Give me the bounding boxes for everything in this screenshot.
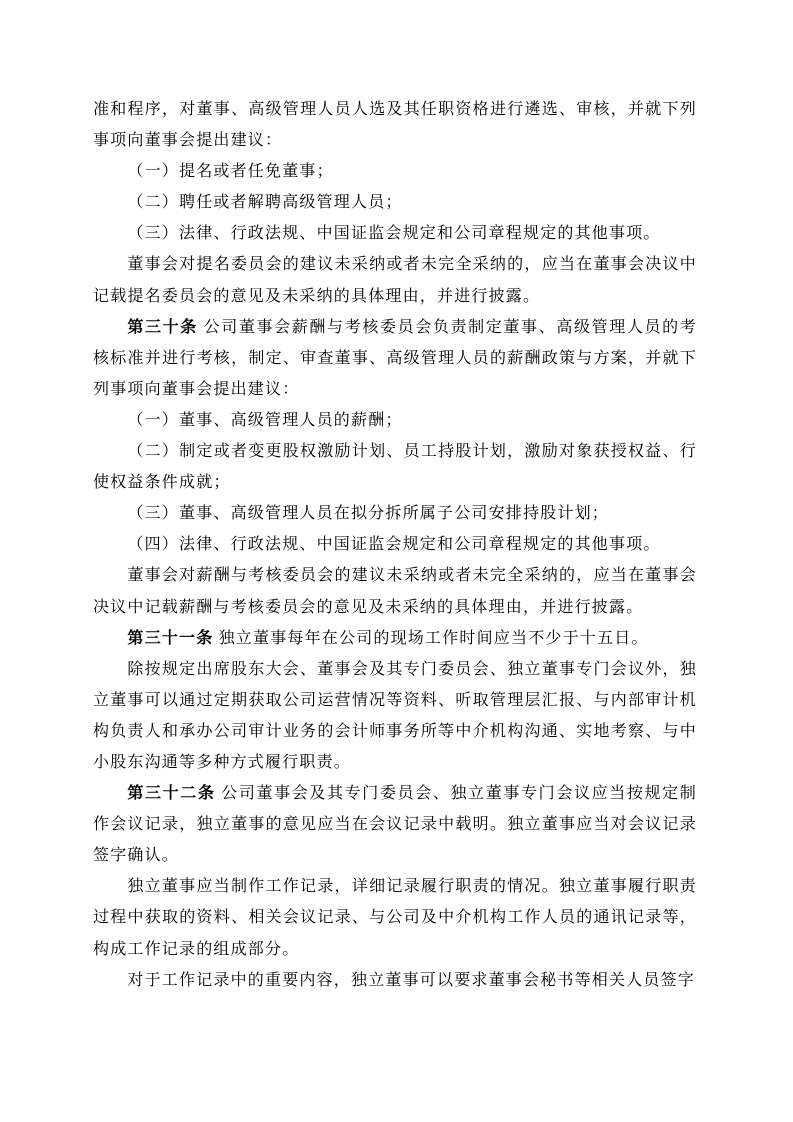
paragraph-text: 独立董事每年在公司的现场工作时间应当不少于十五日。 (213, 629, 649, 647)
list-item-text: （三）董事、高级管理人员在拟分拆所属子公司安排持股计划； (127, 505, 609, 523)
article-31-paragraph (93, 623, 697, 654)
list-item-text: （一）董事、高级管理人员的薪酬； (127, 411, 403, 429)
paragraph-text: 准和程序，对董事、高级管理人员人选及其任职资格进行遴选、审核，并就下列事项向董事会提出建议： (93, 101, 697, 150)
list-item-4 (93, 529, 697, 560)
paragraph-text: 对于工作记录中的重要内容，独立董事可以要求董事会秘书等相关人员签字 (127, 971, 695, 989)
list-item-text: （二）聘任或者解聘高级管理人员； (127, 194, 403, 212)
list-item-text: （一）提名或者任免董事； (127, 163, 334, 181)
paragraph (93, 249, 697, 311)
article-number: 第三十二条 (127, 785, 216, 803)
paragraph (93, 560, 697, 622)
list-item-2 (93, 187, 697, 218)
article-30-paragraph (93, 312, 697, 405)
article-number: 第三十条 (127, 318, 198, 336)
paragraph-continuation (93, 94, 697, 156)
article-32-paragraph (93, 778, 697, 871)
paragraph-text: 除按规定出席股东大会、董事会及其专门委员会、独立董事专门会议外，独立董事可以通过定期获取公司运营情况等资料、听取管理层汇报、与内部审计机构负责人和承办公司审计业务的会计师事务所等中介机构沟通、实地考察、与中小股东沟通等多种方式履行职责。 (93, 660, 697, 771)
paragraph-text: 独立董事应当制作工作记录，详细记录履行职责的情况。独立董事履行职责过程中获取的资料、相关会议记录、与公司及中介机构工作人员的通讯记录等，构成工作记录的组成部分。 (93, 878, 697, 958)
paragraph-text: 董事会对薪酬与考核委员会的建议未采纳或者未完全采纳的，应当在董事会决议中记载薪酬与考核委员会的意见及未采纳的具体理由，并进行披露。 (93, 567, 697, 616)
paragraph (93, 654, 697, 778)
list-item-2 (93, 436, 697, 498)
article-number: 第三十一条 (127, 629, 214, 647)
document-body (93, 94, 697, 996)
list-item-text: （二）制定或者变更股权激励计划、员工持股计划，激励对象获授权益、行使权益条件成就； (93, 443, 697, 492)
list-item-text: （三）法律、行政法规、中国证监会规定和公司章程规定的其他事项。 (127, 225, 661, 243)
paragraph-incomplete (93, 965, 697, 996)
list-item-3 (93, 498, 697, 529)
list-item-text: （四）法律、行政法规、中国证监会规定和公司章程规定的其他事项。 (127, 536, 661, 554)
paragraph-text: 公司董事会及其专门委员会、独立董事专门会议应当按规定制作会议记录，独立董事的意见应当在会议记录中载明。独立董事应当对会议记录签字确认。 (93, 785, 697, 865)
list-item-3 (93, 218, 697, 249)
paragraph (93, 871, 697, 964)
list-item-1 (93, 156, 697, 187)
paragraph-text: 公司董事会薪酬与考核委员会负责制定董事、高级管理人员的考核标准并进行考核，制定、审查董事、高级管理人员的薪酬政策与方案，并就下列事项向董事会提出建议： (93, 318, 697, 398)
list-item-1 (93, 405, 697, 436)
paragraph-text: 董事会对提名委员会的建议未采纳或者未完全采纳的，应当在董事会决议中记载提名委员会的意见及未采纳的具体理由，并进行披露。 (93, 256, 697, 305)
